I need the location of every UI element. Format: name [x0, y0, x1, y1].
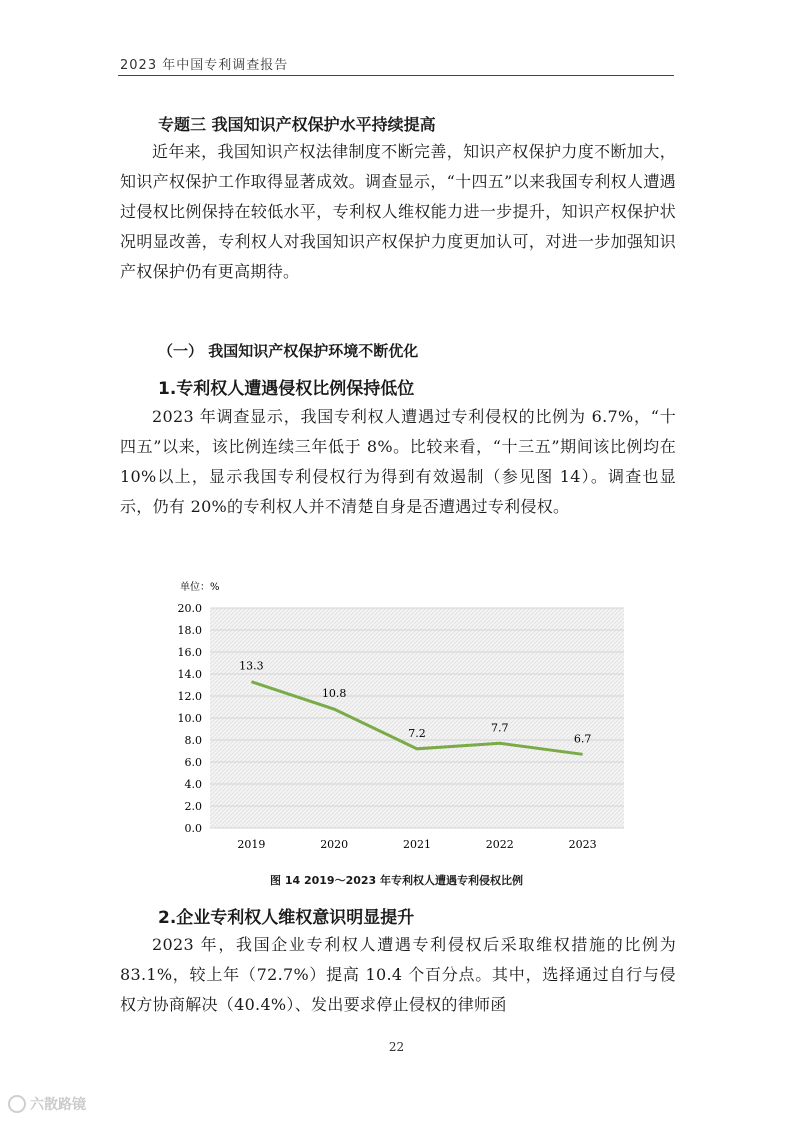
y-axis	[178, 602, 203, 835]
y-tick-label: 0.0	[184, 822, 202, 835]
y-tick-label: 12.0	[177, 690, 202, 703]
infringement-rate-chart	[170, 576, 630, 866]
x-tick-label: 2021	[403, 838, 431, 851]
y-tick-label: 2.0	[184, 800, 202, 813]
y-tick-label: 18.0	[177, 624, 202, 637]
running-header: 2023 年中国专利调查报告	[120, 58, 289, 73]
y-tick-label: 14.0	[177, 668, 202, 681]
chart-unit-label: 单位：%	[180, 582, 220, 593]
x-tick-label: 2023	[568, 838, 597, 851]
y-tick-label: 6.0	[184, 756, 202, 769]
section1-heading: 1.专利权人遭遇侵权比例保持低位	[158, 379, 415, 399]
x-axis	[237, 838, 596, 851]
x-tick-label: 2022	[485, 838, 514, 851]
y-tick-label: 20.0	[177, 602, 202, 615]
page-number: 22	[388, 1040, 405, 1054]
y-tick-label: 16.0	[177, 646, 202, 659]
data-label: 13.3	[239, 659, 264, 673]
section2-paragraph: 2023 年，我国企业专利权人遭遇专利侵权后采取维权措施的比例为 83.1%，较上年（72.7%）提高 10.4 个百分点。其中，选择通过自行与侵权方协商解决（40.4%）、发出要求停止侵权的律师函	[120, 935, 676, 1014]
header-divider	[118, 75, 674, 76]
x-tick-label: 2019	[237, 838, 266, 851]
topic-title: 专题三 我国知识产权保护水平持续提高	[158, 115, 436, 134]
watermark	[8, 1094, 86, 1114]
y-tick-label: 8.0	[184, 734, 202, 747]
intro-paragraph: 近年来，我国知识产权法律制度不断完善，知识产权保护力度不断加大，知识产权保护工作取得显著成效。调查显示，“十四五”以来我国专利权人遭遇过侵权比例保持在较低水平，专利权人维权能力进一步提升，知识产权保护状况明显改善，专利权人对我国知识产权保护力度更加认可，对进一步加强知识产权保护仍有更高期待。	[120, 142, 676, 281]
data-label: 7.7	[491, 721, 509, 735]
x-tick-label: 2020	[320, 838, 349, 851]
section1-paragraph: 2023 年调查显示，我国专利权人遭遇过专利侵权的比例为 6.7%，“十四五”以来，该比例连续三年低于 8%。比较来看，“十三五”期间该比例均在 10%以上，显示我国专利侵权行为得到有效遏制（参见图 14）。调查也显示，仍有 20%的专利权人并不清楚自身是否遭遇过专利侵权。	[120, 407, 676, 516]
watermark-logo-icon	[8, 1095, 26, 1113]
y-tick-label: 10.0	[177, 712, 202, 725]
data-label: 7.2	[408, 726, 426, 740]
data-label: 6.7	[573, 732, 592, 746]
chart-caption: 图 14 2019～2023 年专利权人遭遇专利侵权比例	[269, 874, 524, 887]
subsection-heading: （一） 我国知识产权保护环境不断优化	[158, 342, 419, 360]
y-tick-label: 4.0	[184, 778, 202, 791]
watermark-text: 六散路镜	[30, 1097, 86, 1113]
data-label: 10.8	[321, 687, 347, 701]
section2-heading: 2.企业专利权人维权意识明显提升	[158, 908, 415, 928]
